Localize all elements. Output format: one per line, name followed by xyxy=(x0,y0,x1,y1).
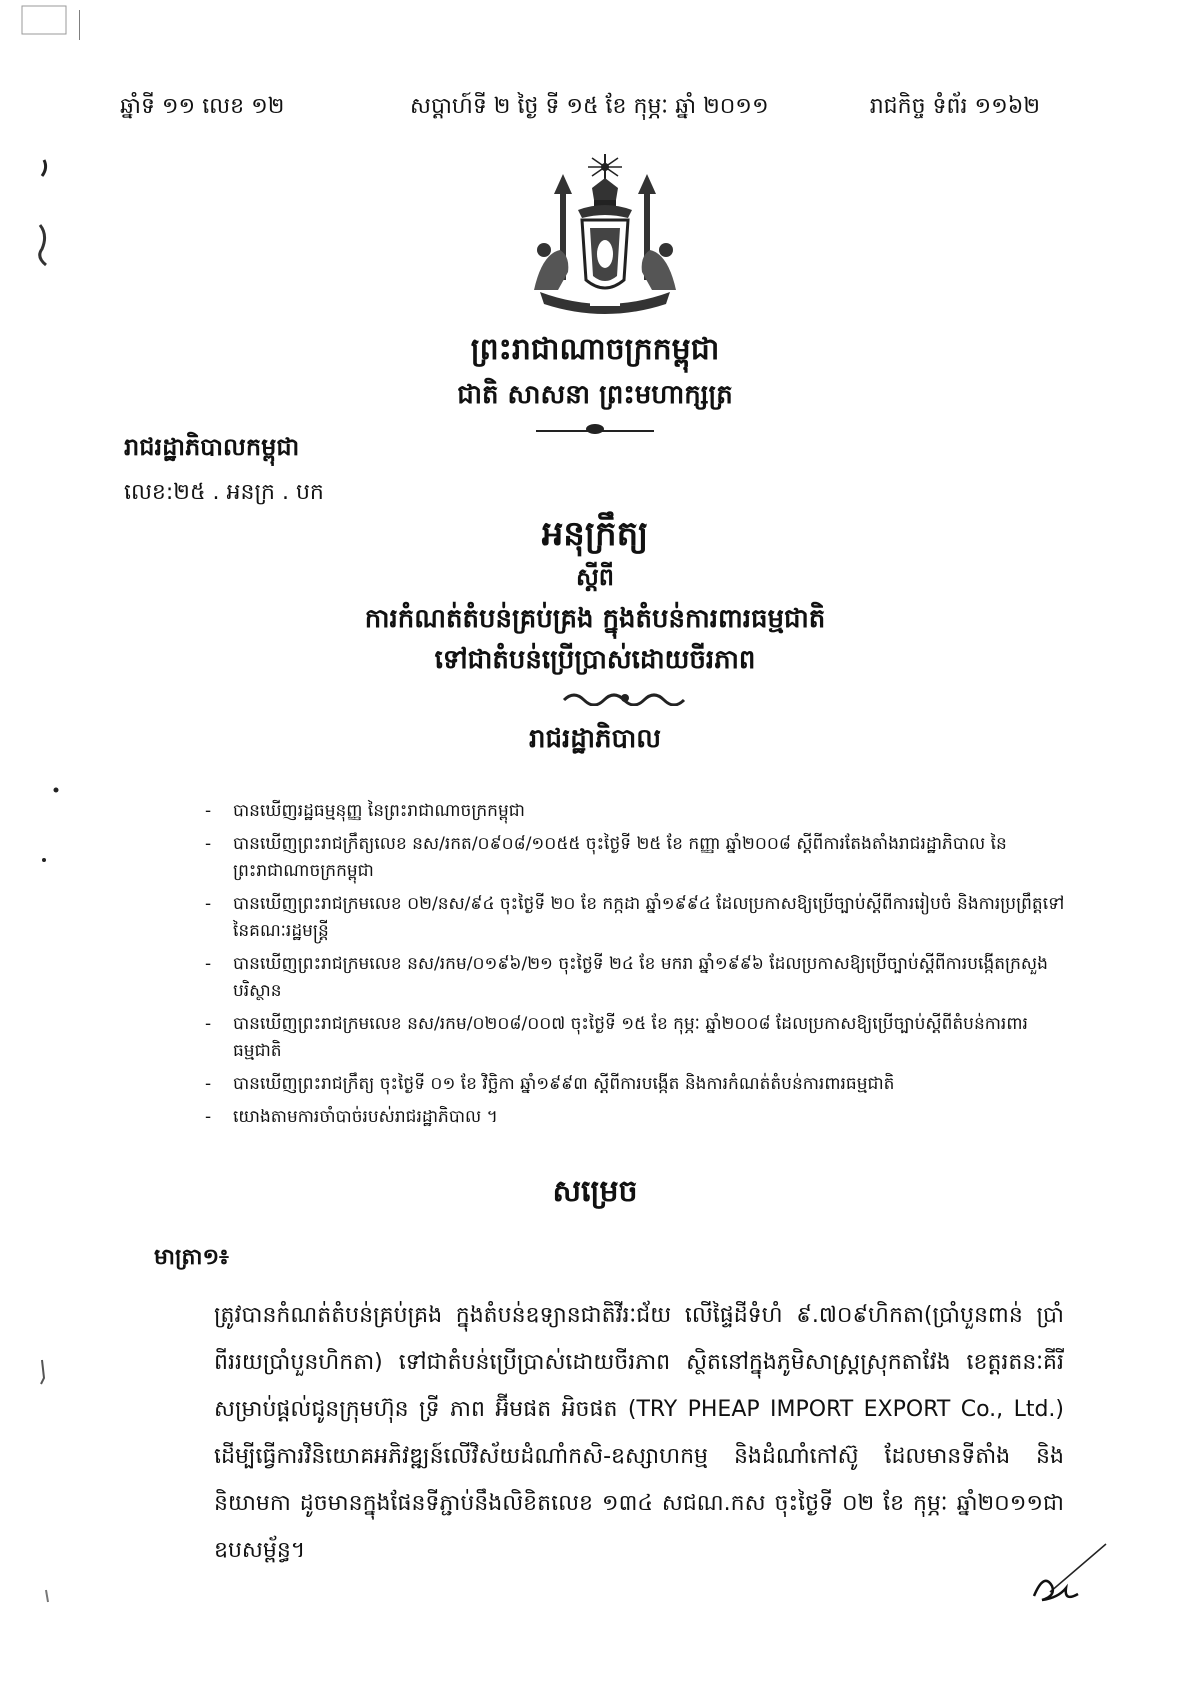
visa-list xyxy=(205,798,1075,1137)
royal-coat-of-arms-icon xyxy=(520,150,690,320)
gazette-header xyxy=(120,92,1040,132)
kingdom-name: ព្រះរាជាណាចក្រកម្ពុជា xyxy=(470,332,720,367)
visa-item: - យោងតាមការចាំបាច់របស់រាជរដ្ឋាភិបាល ។ xyxy=(205,1104,1075,1131)
title-ornament-icon xyxy=(560,690,690,706)
gazette-date: សប្តាហ៍ទី ២ ថ្ងៃ ទី ១៥ ខែ កុម្ភៈ ឆ្នាំ ២០១១ xyxy=(410,94,769,119)
national-motto: ជាតិ សាសនា ព្រះមហាក្សត្រ xyxy=(457,380,733,410)
visa-item: - បានឃើញព្រះរាជក្រមលេខ នស/រកម/០២០៨/០០៧ ចុះថ្ងៃទី ១៥ ខែ កុម្ភៈ ឆ្នាំ២០០៨ ដែលប្រកាសឱ្យប្រើច្បាប់ស្តីពីតំបន់ការពារធម្មជាតិ xyxy=(205,1011,1075,1065)
document-title: អនុក្រឹត្យ xyxy=(541,514,649,554)
decision-heading: សម្រេច xyxy=(552,1174,638,1209)
visa-item: - បានឃើញព្រះរាជក្រមលេខ ០២/នស/៩៤ ចុះថ្ងៃទី ២០ ខែ កក្កដា ឆ្នាំ១៩៩៤ ដែលប្រកាសឱ្យប្រើច្បាប់ស្តីពីការរៀបចំ និងការប្រព្រឹត្តទៅ នៃគណៈរដ្ឋមន្ត្រី xyxy=(205,891,1075,945)
visa-item: - បានឃើញព្រះរាជក្រឹត្យ ចុះថ្ងៃទី ០១ ខែ វិច្ឆិកា ឆ្នាំ១៩៩៣ ស្តីពីការបង្កើត និងការកំណត់តំបន់ការពារធម្មជាតិ xyxy=(205,1071,1075,1098)
scan-margin-marks xyxy=(20,0,80,1682)
visa-item: - បានឃើញព្រះរាជក្រមលេខ នស/រកម/០១៩៦/២១ ចុះថ្ងៃទី ២៤ ខែ មករា ឆ្នាំ១៩៩៦ ដែលប្រកាសឱ្យប្រើច្បាប់ស្តីពីការបង្កើតក្រសួងបរិស្ថាន xyxy=(205,951,1075,1005)
document-about: ស្តីពី xyxy=(575,563,615,591)
gazette-year-number: ឆ្នាំទី ១១ លេខ ១២ xyxy=(120,94,285,119)
issuing-authority: រាជរដ្ឋាភិបាលកម្ពុជា xyxy=(124,433,300,461)
motto-divider-ornament xyxy=(586,424,604,434)
document-subject-line-2: ទៅជាតំបន់ប្រើប្រាស់ដោយចីរភាព xyxy=(434,645,756,675)
document-subject-line-1: ការកំណត់តំបន់គ្រប់គ្រង ក្នុងតំបន់ការពារធម្មជាតិ xyxy=(364,604,826,634)
visa-item: - បានឃើញព្រះរាជក្រឹត្យលេខ នស/រកត/០៩០៨/១០៥៥ ចុះថ្ងៃទី ២៥ ខែ កញ្ញា ឆ្នាំ២០០៨ ស្តីពីការតែងតាំងរាជរដ្ឋាភិបាល នៃព្រះរាជាណាចក្រកម្ពុជា xyxy=(205,831,1075,885)
decree-number: លេខ:២៥ . អនក្រ . បក xyxy=(124,480,324,505)
visa-item: - បានឃើញរដ្ឋធម្មនុញ្ញ នៃព្រះរាជាណាចក្រកម្ពុជា xyxy=(205,798,1075,825)
government-heading: រាជរដ្ឋាភិបាល xyxy=(528,724,662,754)
article-body: ត្រូវបានកំណត់តំបន់គ្រប់គ្រង ក្នុងតំបន់ឧទ្យានជាតិវីរៈជ័យ លើផ្ទៃដីទំហំ ៩.៧០៩ហិកតា(ប្រាំបួនពាន់ ប្រាំពីររយប្រាំបួនហិកតា) ទៅជាតំបន់ប្រើប្រាស់ដោយចីរភាព ស្ថិតនៅក្នុងភូមិសាស្ត្រស្រុកតាវែង ខេត្តរតនៈគីរី សម្រាប់ផ្តល់ជូនក្រុមហ៊ុន ទ្រី ភាព អ៊ីមផត អិចផត (TRY PHEAP IMPORT EXPORT Co., Ltd.) ដើម្បីធ្វើការវិនិយោគអភិវឌ្ឍន៍លើវិស័យដំណាំកសិ-ឧស្សាហកម្ម និងដំណាំកៅស៊ូ ដែលមានទីតាំង និងនិយាមកា ដូចមានក្នុងផែនទីភ្ជាប់នឹងលិខិតលេខ ១៣៤ សជណ.កស ចុះថ្ងៃទី ០២ ខែ កុម្ភៈ ឆ្នាំ២០១១ជាឧបសម្ព័ន្ធ។ xyxy=(214,1303,1064,1563)
signature-initial-icon xyxy=(1020,1540,1110,1610)
gazette-page-number: រាជកិច្ច ទំព័រ ១១៦២ xyxy=(869,94,1040,119)
article-label: មាត្រា១៖ xyxy=(154,1245,229,1270)
